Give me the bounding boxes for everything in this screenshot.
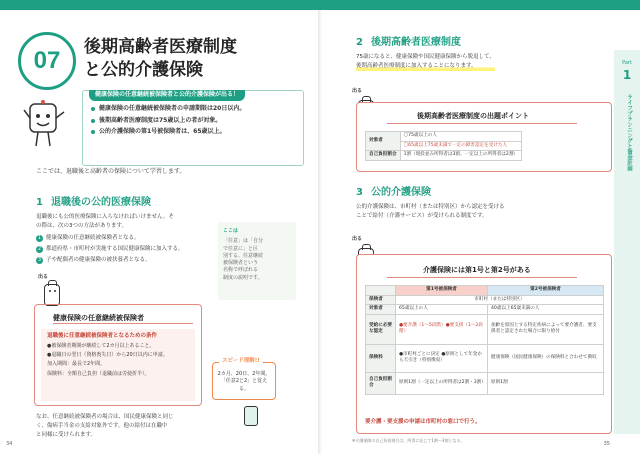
list-item: 1 健康保険の任意継続被保険者となる。 xyxy=(37,234,140,241)
bottom-text: なお、任意継続被保険者の場合は、国民健康保険と同じ く、傷病手当金の支給対象外です。他の給付は在職中 と同様に受けられます。 xyxy=(36,414,174,438)
table-row: 対象者 〇75歳以上の人 xyxy=(366,132,522,142)
list-number: 1 xyxy=(37,234,42,241)
method-list xyxy=(36,235,184,265)
insured-subtitle: 退職後に任意継続被保険者となるための条件 xyxy=(47,333,158,339)
speed-tip-bubble: スピード理解!! 2カ月、20日、2年間。 「任意2と2」と覚える。 xyxy=(212,362,276,400)
part-indicator: Part 1 xyxy=(617,60,637,85)
exam-tag: 出る xyxy=(352,236,363,242)
mascot-small-icon xyxy=(44,284,60,306)
care-insurance-box xyxy=(356,254,612,434)
point-item: 健康保険の任意継続被保険者の申請期限は20日以内。 xyxy=(91,105,297,114)
table-row: 自己負担割合 原則1割（一定以上の所得者は2割・3割） 原則1割 xyxy=(366,372,604,394)
section2-body: 75歳になると、健康保険や国民健康保険から脱退して、 後期高齢者医療制度に加入することになります。 xyxy=(356,54,495,69)
insured-box xyxy=(34,304,202,406)
side-note: ここは 「任意」は「自分 で任意に」と区 別する、任意継続 被保険者という 名称で呼ばれる 制度の説明です。 xyxy=(218,222,296,300)
elderly-table xyxy=(365,131,522,161)
section2-heading: 2 後期高齢者医療制度 xyxy=(356,37,461,48)
exam-tag: 出る xyxy=(352,88,363,94)
insured-title: 健康保険の任意継続被保険者 xyxy=(53,314,144,322)
left-page xyxy=(0,10,318,454)
box-title: 後期高齢者医療制度の出題ポイント xyxy=(417,112,529,120)
table-row: 受給に必要な認定 ●要介護（1〜5段階）●要支援（1〜2段階） 加齢を原因とする特定疾病によって要介護者、要支援者と認定された場合に限り給付 xyxy=(366,314,604,344)
page-number: 34 xyxy=(6,440,13,447)
insured-conditions: 退職後に任意継続被保険者となるための条件 ●被保険者期間が継続して2カ月以上あること。 ●退職日の翌日（資格喪失日）から20日以内に申請。 加入期間：最長で2年間。 保険料：全額自己負担（退職前は労使折半）。 xyxy=(41,329,195,401)
section-number: 1 xyxy=(36,197,43,208)
section3-heading: 3 公的介護保険 xyxy=(356,187,431,198)
section-title: 退職後の公的医療保険 xyxy=(50,197,151,208)
part-number: 1 xyxy=(622,68,632,83)
points-header: 健康保険の任意継続被保険者と公的介護保険が出る！ xyxy=(89,90,245,101)
right-page xyxy=(322,10,640,454)
page-number: 35 xyxy=(603,440,610,447)
intro-text: ここでは、退職後と高齢者の保険について学習します。 xyxy=(36,168,186,175)
table-row: 対象者 65歳以上の人 40歳以上65歳未満の人 xyxy=(366,305,604,315)
chapter-title-line2: と公的介護保険 xyxy=(84,59,203,80)
box-title: 介護保険には第1号と第2号がある xyxy=(423,266,531,274)
bubble-heading: スピード理解!! xyxy=(219,358,263,366)
chapter-title-line1: 後期高齢者医療制度 xyxy=(84,37,237,57)
section1-body xyxy=(36,214,184,268)
body-line: 退職後にも公的医療保険に入らなければいけません。そ xyxy=(36,214,174,220)
exam-tag: 出る xyxy=(38,274,49,280)
table-row: 保険料 ●市町村ごとに決定 ●原則として年金から天引き（特別徴収） 健康保険（国民健康保険）の保険料と合わせて徴収 xyxy=(366,344,604,372)
runner-mascot-icon xyxy=(244,406,258,426)
list-item: 3 子や配偶者の健康保険の被扶養者となる。 xyxy=(37,256,151,263)
section3-body: 公的介護保険は、市町村（または特別区）から認定を受ける ことで給付（介護サービス）が受けられる制度です。 xyxy=(356,204,505,219)
point-item: 後期高齢者医療制度は75歳以上の者が対象。 xyxy=(91,117,297,126)
list-item: 2 都道府県・市町村が実施する国民健康保険に加入する。 xyxy=(37,245,184,252)
care-insurance-table xyxy=(365,285,604,395)
note-heading: ここは xyxy=(223,228,239,234)
point-item: 公的介護保険の第1号被保険者は、65歳以上。 xyxy=(91,128,297,137)
table-row: 〇65歳以上75歳未満で一定の障害認定を受けた人 xyxy=(366,141,522,151)
top-color-bar xyxy=(0,0,640,10)
list-number: 3 xyxy=(37,256,42,263)
care-note: 要介護・要支援の申請は市町村の窓口で行う。 xyxy=(365,419,481,425)
table-row: 保険者 市町村（または特別区） xyxy=(366,295,604,305)
chapter-title xyxy=(84,36,237,82)
part-title: ライフプランニングと資金計画 xyxy=(626,94,632,171)
table-header-row: 第1号被保険者 第2号被保険者 xyxy=(366,286,604,296)
body-line: の際は、次の3つの方法があります。 xyxy=(36,222,128,229)
mascot-icon xyxy=(22,98,66,150)
points-box xyxy=(82,90,304,166)
chapter-number: 07 xyxy=(18,32,76,90)
section1-heading xyxy=(36,196,151,211)
table-row: 自己負担割合 1割（現役並み所得者は3割、一定以上の所得者は2割） xyxy=(366,151,522,161)
elderly-points-box xyxy=(356,102,612,172)
footnote: ※介護保険の自己負担割合は、所得に応じて1割〜3割となる。 xyxy=(352,438,465,443)
list-number: 2 xyxy=(37,245,42,252)
